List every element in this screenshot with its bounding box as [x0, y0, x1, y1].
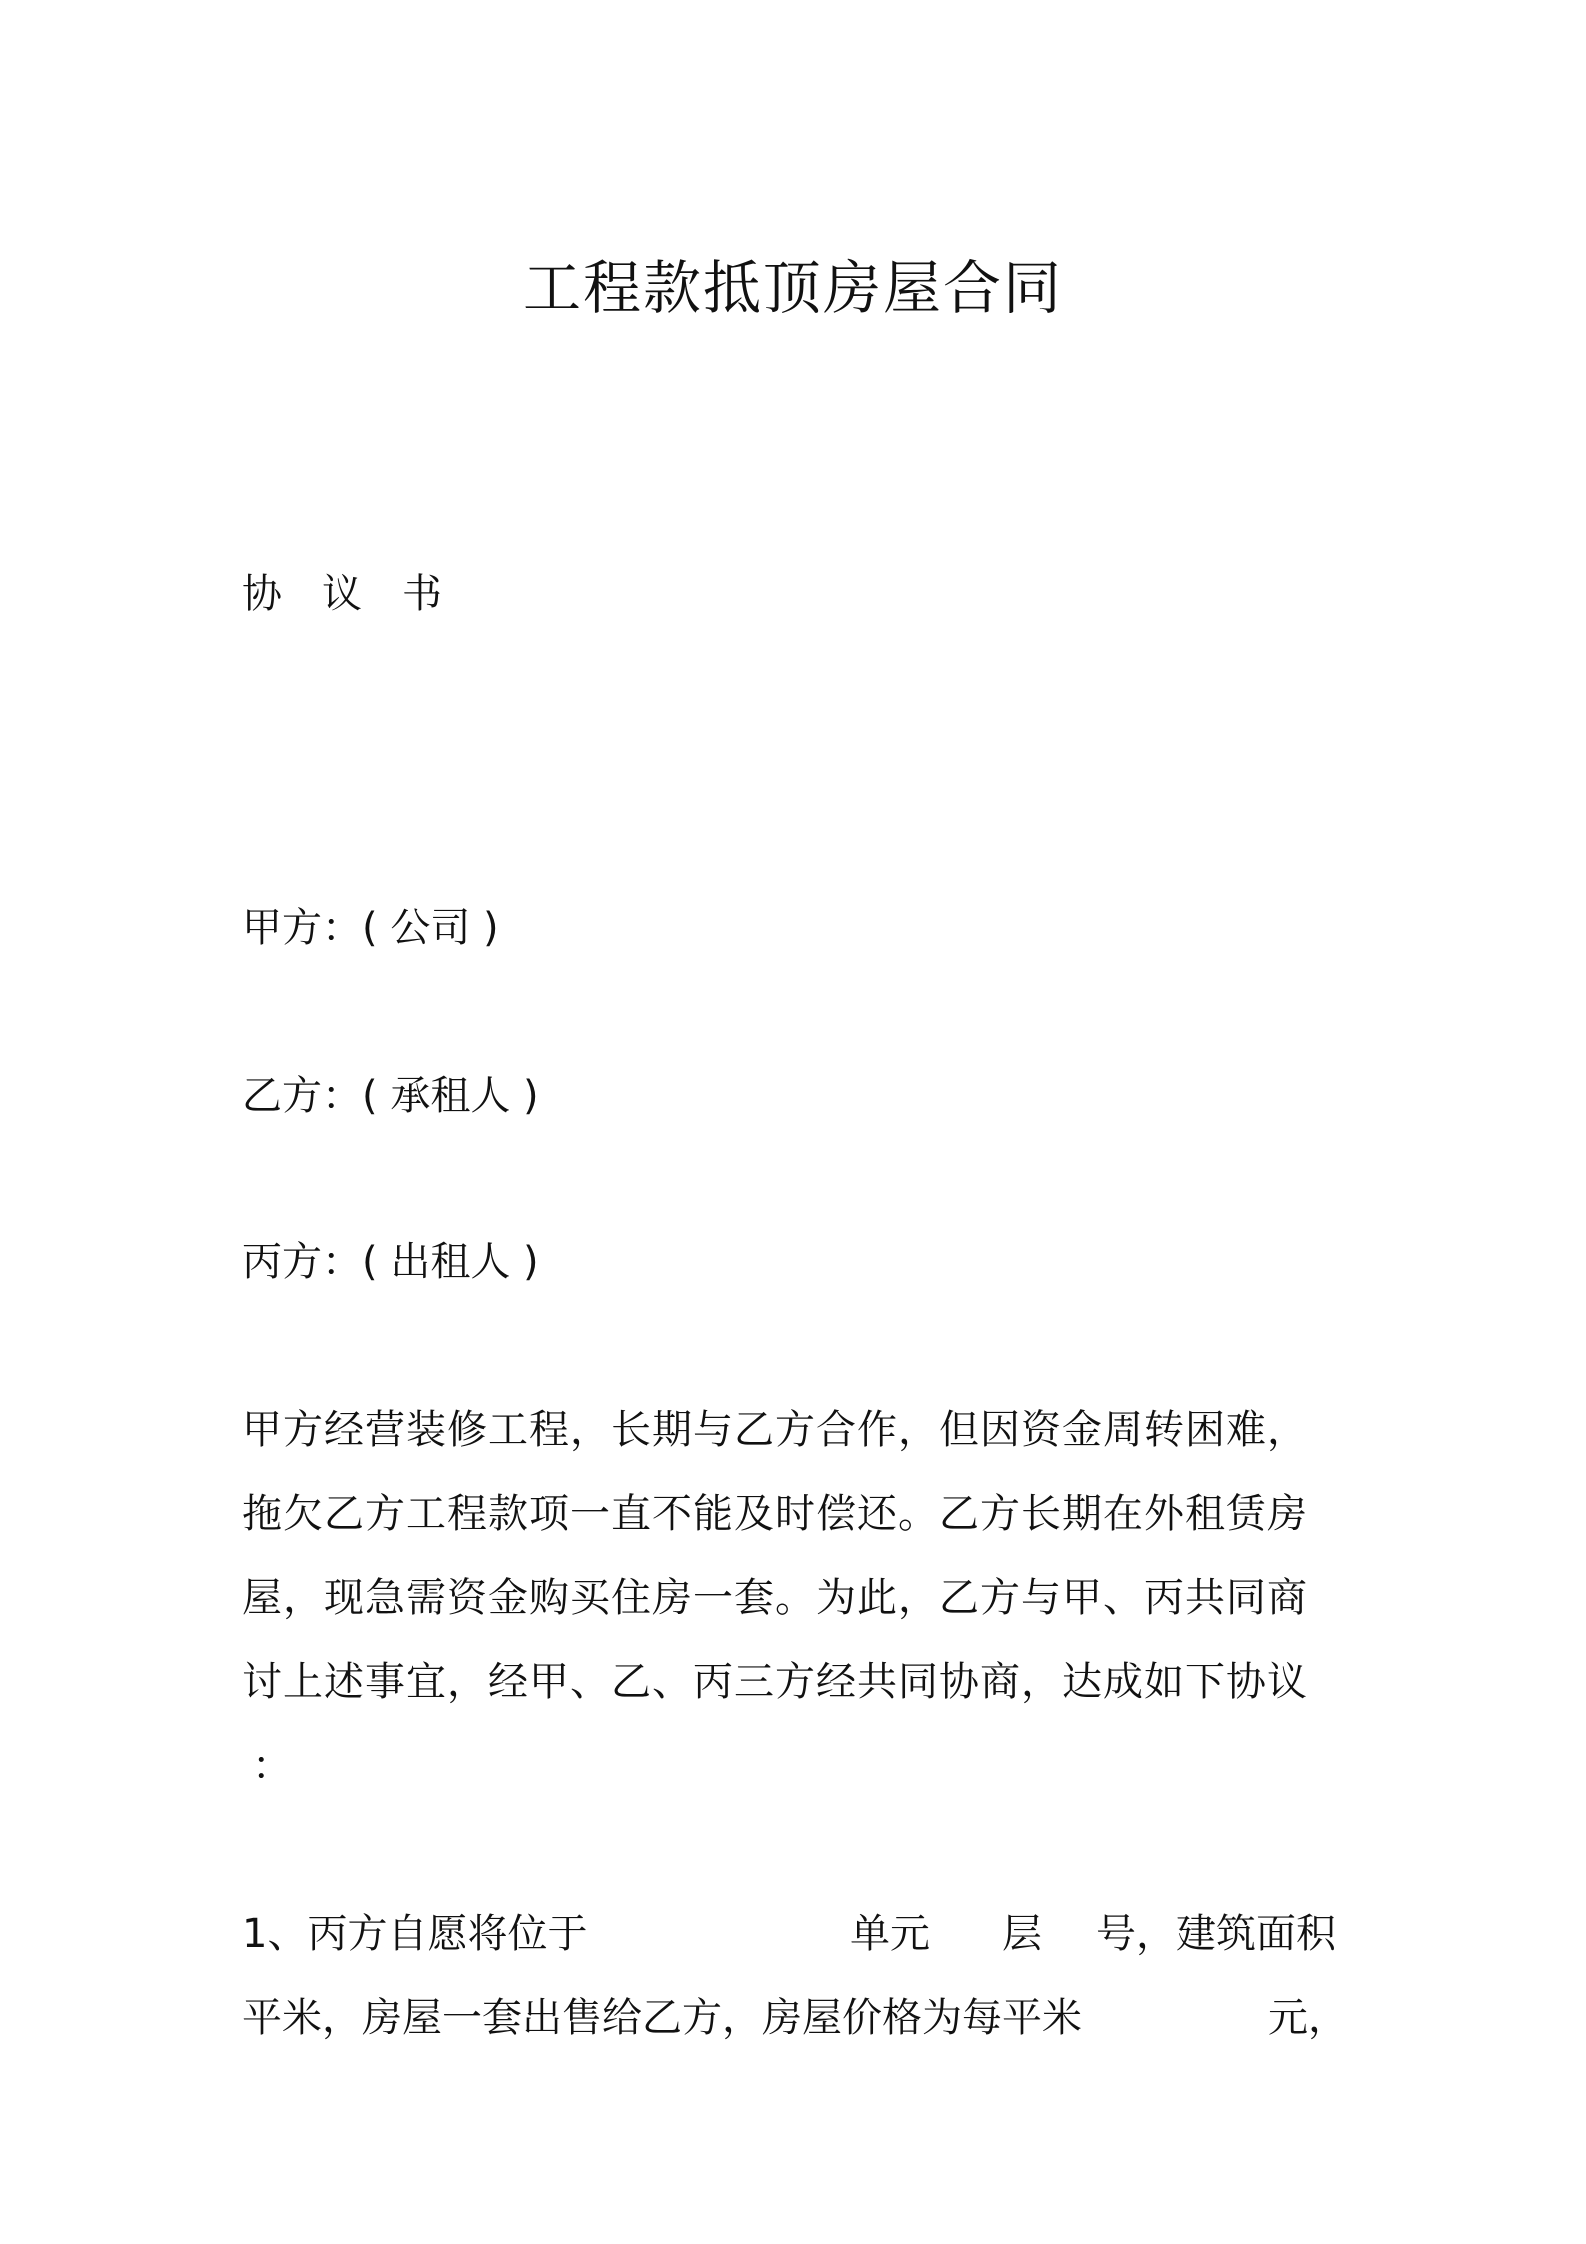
paragraph-line: 讨上述事宜，经甲、乙、丙三方经共同协商，达成如下协议	[242, 1659, 1308, 1705]
clause-text: 1、丙方自愿将位于	[242, 1911, 588, 1957]
clause-text: 元，	[1268, 1995, 1348, 2041]
party-b-line: 乙方：( 承租人 )	[242, 1073, 539, 1119]
clause-text: 平米，房屋一套出售给乙方，房屋价格为每平米	[242, 1995, 1082, 2041]
clause-1-line-1	[242, 1892, 1362, 1976]
party-a-line: 甲方：( 公司 )	[242, 905, 499, 951]
clause-text: 号，建筑面积	[1096, 1911, 1336, 1957]
paragraph-line: ：	[252, 1743, 292, 1789]
background-paragraph	[242, 1388, 1362, 1808]
clause-text: 单元	[850, 1911, 930, 1957]
agreement-subtitle: 协议书	[242, 571, 482, 617]
paragraph-line: 屋，现急需资金购买住房一套。为此，乙方与甲、丙共同商	[242, 1575, 1308, 1621]
clause-1-line-2	[242, 1976, 1362, 2060]
paragraph-line: 甲方经营装修工程，长期与乙方合作，但因资金周转困难，	[242, 1407, 1308, 1453]
paragraph-line: 拖欠乙方工程款项一直不能及时偿还。乙方长期在外租赁房	[242, 1491, 1308, 1537]
clause-text: 层	[1002, 1911, 1042, 1957]
clause-1	[242, 1892, 1362, 2060]
document-title: 工程款抵顶房屋合同	[522, 254, 1063, 322]
party-c-line: 丙方：( 出租人 )	[242, 1239, 539, 1285]
